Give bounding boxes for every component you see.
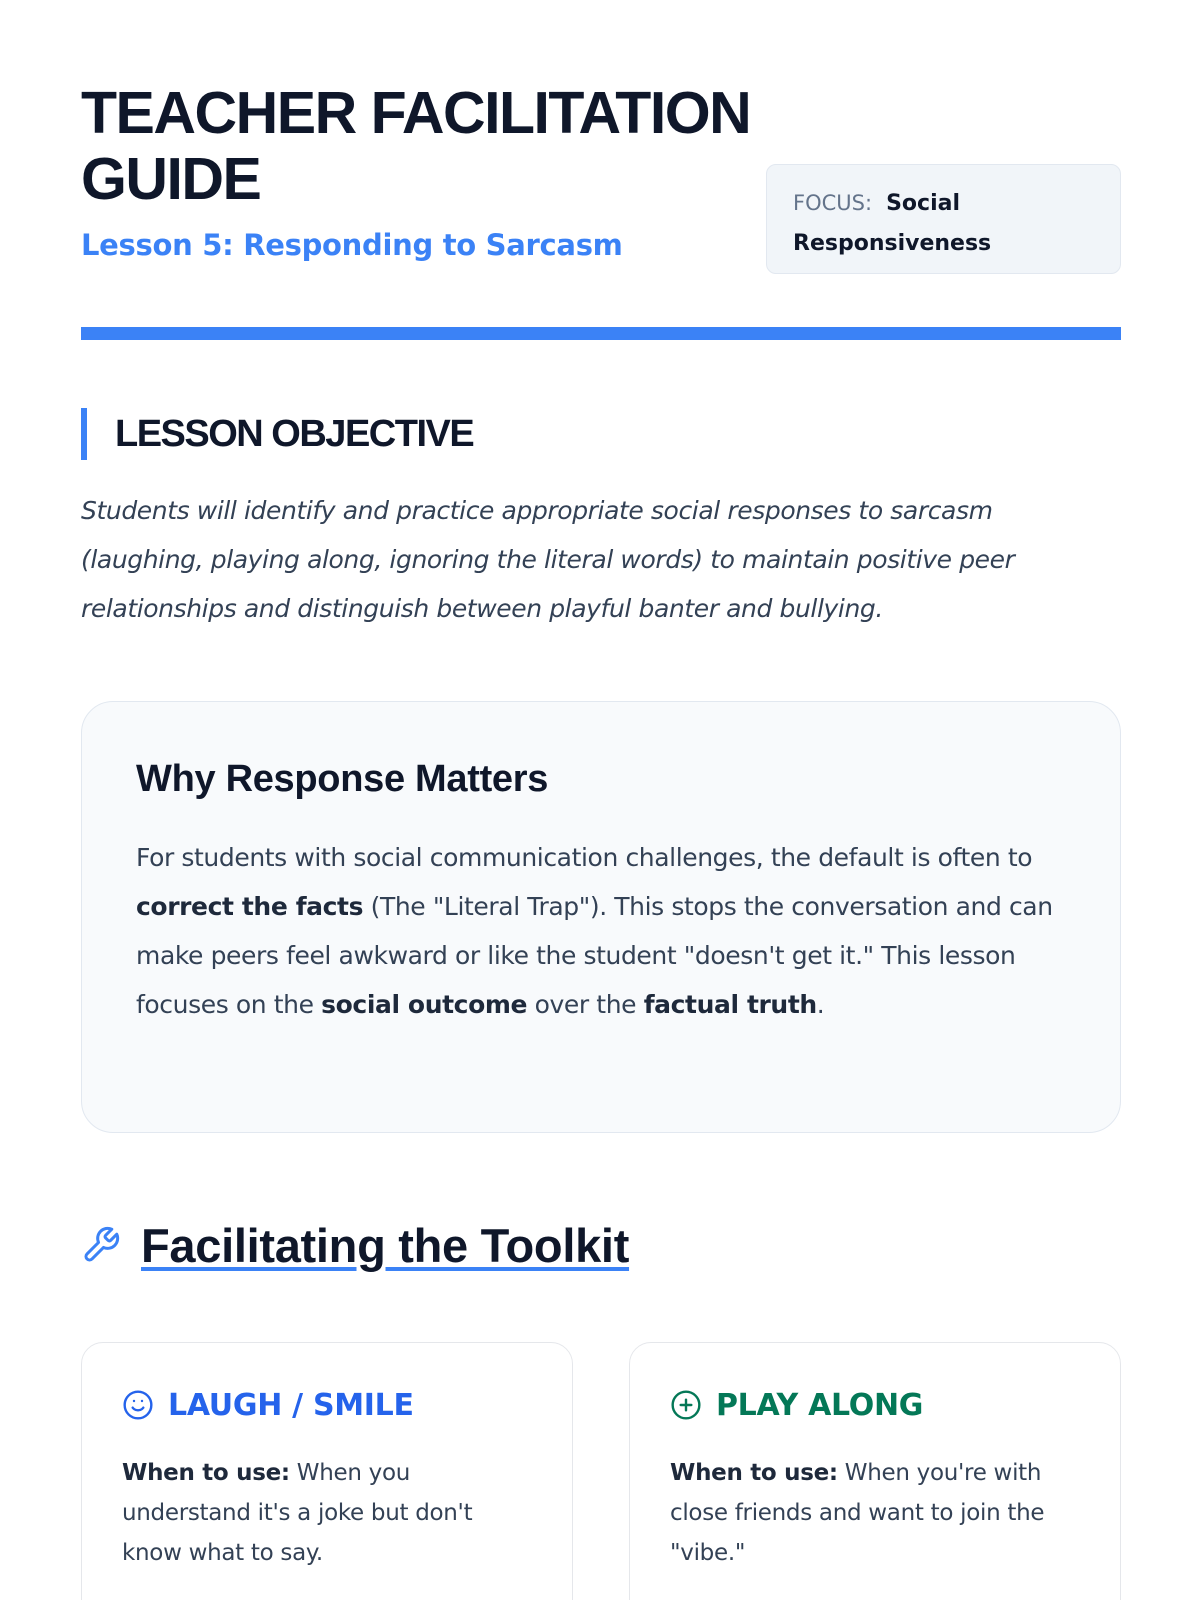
why-response-card xyxy=(81,701,1121,1133)
tool-card-title: PLAY ALONG xyxy=(716,1387,924,1423)
header-divider xyxy=(81,327,1121,340)
tool-card-text xyxy=(122,1453,532,1573)
tool-card-text xyxy=(670,1453,1080,1573)
when-label: When to use: xyxy=(122,1460,290,1486)
tool-card-title: LAUGH / SMILE xyxy=(168,1387,414,1423)
page-title: TEACHER FACILITATION GUIDE xyxy=(81,80,751,212)
focus-badge xyxy=(766,164,1121,274)
tool-card-laugh-smile xyxy=(81,1342,573,1600)
why-text xyxy=(136,833,1066,1029)
why-bold-social-outcome: social outcome xyxy=(321,990,528,1019)
focus-label: FOCUS: xyxy=(793,191,873,215)
objective-heading: LESSON OBJECTIVE xyxy=(81,408,1121,460)
when-text: When you're with close friends and want to join the "vibe." xyxy=(670,1460,1045,1566)
why-bold-correct-facts: correct the facts xyxy=(136,892,364,921)
why-bold-factual-truth: factual truth xyxy=(643,990,817,1019)
why-text-part-3: over the xyxy=(527,990,644,1019)
objective-text: Students will identify and practice appropriate social responses to sarcasm (laughing, playing along, ignoring the literal words) to maintain positive peer relationships and distinguish between playful banter and bullying. xyxy=(81,496,1015,623)
guide-header xyxy=(81,80,1121,340)
why-text-part-1: For students with social communication challenges, the default is often to xyxy=(136,843,1033,872)
lesson-subtitle: Lesson 5: Responding to Sarcasm xyxy=(81,228,623,262)
tool-card-play-along xyxy=(629,1342,1121,1600)
tool-card-header xyxy=(122,1385,532,1425)
focus-value: Social Responsiveness xyxy=(793,191,992,256)
why-text-part-4: . xyxy=(816,990,825,1019)
tool-card-header xyxy=(670,1385,1080,1425)
when-label: When to use: xyxy=(670,1460,838,1486)
plus-circle-icon xyxy=(670,1389,702,1421)
wrench-icon xyxy=(81,1225,121,1265)
toolkit-heading xyxy=(81,1215,1121,1275)
smile-icon xyxy=(122,1389,154,1421)
why-text-part-2: (The "Literal Trap"). This stops the conversation and can make peers feel awkward or like the student "doesn't get it." This lesson focuses on the xyxy=(136,892,1053,1019)
why-heading: Why Response Matters xyxy=(136,758,549,800)
when-text: When you understand it's a joke but don't know what to say. xyxy=(122,1460,473,1566)
toolkit-title: Facilitating the Toolkit xyxy=(141,1218,630,1272)
